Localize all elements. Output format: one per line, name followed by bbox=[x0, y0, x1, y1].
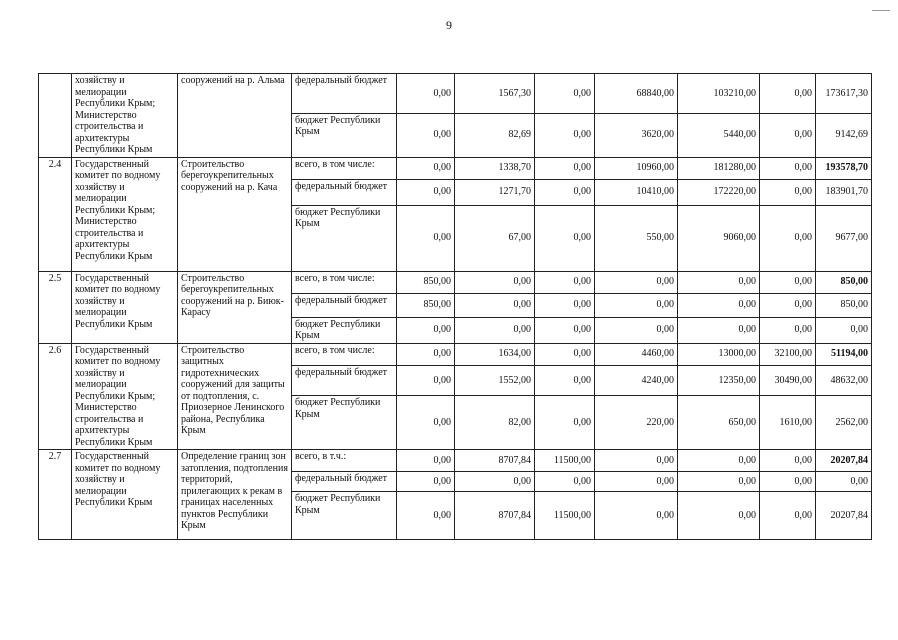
amount-cell: 0,00 bbox=[678, 293, 760, 317]
amount-cell: 850,00 bbox=[397, 271, 455, 293]
funding-source-cell: федеральный бюджет bbox=[292, 472, 397, 492]
executor-cell: Государственный комитет по водному хозяйству и мелиорации Республики Крым; Министерство строительства и архитектуры Республики Крым bbox=[72, 157, 178, 271]
funding-source-cell: всего, в т.ч.: bbox=[292, 450, 397, 472]
amount-cell: 1338,70 bbox=[455, 157, 535, 179]
amount-cell: 10960,00 bbox=[595, 157, 678, 179]
amount-cell: 103210,00 bbox=[678, 74, 760, 114]
executor-cell: Государственный комитет по водному хозяйству и мелиорации Республики Крым bbox=[72, 450, 178, 540]
amount-cell: 30490,00 bbox=[760, 365, 816, 395]
amount-cell: 1271,70 bbox=[455, 179, 535, 205]
amount-cell: 0,00 bbox=[397, 113, 455, 157]
amount-cell: 172220,00 bbox=[678, 179, 760, 205]
amount-cell: 0,00 bbox=[535, 317, 595, 343]
amount-cell: 0,00 bbox=[678, 271, 760, 293]
amount-cell: 67,00 bbox=[455, 205, 535, 271]
amount-cell: 220,00 bbox=[595, 396, 678, 450]
object-cell: Строительство берегоукрепительных сооружений на р. Кача bbox=[178, 157, 292, 271]
amount-cell: 0,00 bbox=[535, 343, 595, 365]
total-value-cell: 48632,00 bbox=[816, 365, 872, 395]
amount-cell: 8707,84 bbox=[455, 492, 535, 540]
amount-cell: 0,00 bbox=[760, 113, 816, 157]
amount-cell: 0,00 bbox=[397, 179, 455, 205]
page-number: 9 bbox=[446, 18, 452, 32]
row-number: 2.6 bbox=[39, 343, 72, 450]
amount-cell: 9060,00 bbox=[678, 205, 760, 271]
total-value-cell: 51194,00 bbox=[816, 343, 872, 365]
amount-cell: 68840,00 bbox=[595, 74, 678, 114]
amount-cell: 0,00 bbox=[678, 492, 760, 540]
amount-cell: 0,00 bbox=[678, 317, 760, 343]
amount-cell: 13000,00 bbox=[678, 343, 760, 365]
total-value-cell: 2562,00 bbox=[816, 396, 872, 450]
amount-cell: 0,00 bbox=[397, 492, 455, 540]
funding-source-cell: федеральный бюджет bbox=[292, 293, 397, 317]
amount-cell: 0,00 bbox=[397, 396, 455, 450]
amount-cell: 4240,00 bbox=[595, 365, 678, 395]
amount-cell: 0,00 bbox=[397, 157, 455, 179]
amount-cell: 1567,30 bbox=[455, 74, 535, 114]
total-value-cell: 9142,69 bbox=[816, 113, 872, 157]
amount-cell: 0,00 bbox=[397, 450, 455, 472]
amount-cell: 3620,00 bbox=[595, 113, 678, 157]
amount-cell: 0,00 bbox=[595, 317, 678, 343]
funding-source-cell: всего, в том числе: bbox=[292, 343, 397, 365]
amount-cell: 0,00 bbox=[595, 271, 678, 293]
amount-cell: 82,69 bbox=[455, 113, 535, 157]
amount-cell: 8707,84 bbox=[455, 450, 535, 472]
amount-cell: 0,00 bbox=[455, 472, 535, 492]
amount-cell: 0,00 bbox=[455, 293, 535, 317]
amount-cell: 0,00 bbox=[535, 113, 595, 157]
total-value-cell: 0,00 bbox=[816, 472, 872, 492]
amount-cell: 0,00 bbox=[455, 271, 535, 293]
funding-source-cell: всего, в том числе: bbox=[292, 157, 397, 179]
amount-cell: 0,00 bbox=[397, 74, 455, 114]
total-value-cell: 183901,70 bbox=[816, 179, 872, 205]
amount-cell: 0,00 bbox=[397, 205, 455, 271]
total-value-cell: 173617,30 bbox=[816, 74, 872, 114]
table-row bbox=[39, 157, 872, 179]
total-value-cell: 850,00 bbox=[816, 293, 872, 317]
amount-cell: 0,00 bbox=[760, 205, 816, 271]
amount-cell: 0,00 bbox=[535, 205, 595, 271]
executor-cell: Государственный комитет по водному хозяйству и мелиорации Республики Крым; Министерство строительства и архитектуры Республики Крым bbox=[72, 343, 178, 450]
amount-cell: 0,00 bbox=[397, 472, 455, 492]
object-cell: Строительство берегоукрепительных сооружений на р. Биюк-Карасу bbox=[178, 271, 292, 343]
amount-cell: 0,00 bbox=[455, 317, 535, 343]
table-row bbox=[39, 343, 872, 365]
amount-cell: 0,00 bbox=[760, 179, 816, 205]
amount-cell: 5440,00 bbox=[678, 113, 760, 157]
amount-cell: 0,00 bbox=[397, 317, 455, 343]
total-value-cell: 193578,70 bbox=[816, 157, 872, 179]
amount-cell: 0,00 bbox=[595, 492, 678, 540]
funding-source-cell: бюджет Республики Крым bbox=[292, 205, 397, 271]
amount-cell: 0,00 bbox=[595, 472, 678, 492]
amount-cell: 4460,00 bbox=[595, 343, 678, 365]
amount-cell: 1634,00 bbox=[455, 343, 535, 365]
amount-cell: 0,00 bbox=[760, 317, 816, 343]
scan-corner-mark bbox=[872, 10, 890, 11]
amount-cell: 0,00 bbox=[535, 157, 595, 179]
amount-cell: 0,00 bbox=[760, 74, 816, 114]
total-value-cell: 850,00 bbox=[816, 271, 872, 293]
amount-cell: 11500,00 bbox=[535, 492, 595, 540]
table-row bbox=[39, 450, 872, 472]
amount-cell: 0,00 bbox=[678, 472, 760, 492]
amount-cell: 0,00 bbox=[535, 74, 595, 114]
amount-cell: 0,00 bbox=[678, 450, 760, 472]
amount-cell: 0,00 bbox=[760, 271, 816, 293]
amount-cell: 0,00 bbox=[397, 365, 455, 395]
amount-cell: 1552,00 bbox=[455, 365, 535, 395]
object-cell: Строительство защитных гидротехнических сооружений для защиты от подтопления, с. Приозерное Ленинского района, Республика Крым bbox=[178, 343, 292, 450]
table-row bbox=[39, 271, 872, 293]
amount-cell: 0,00 bbox=[535, 271, 595, 293]
amount-cell: 11500,00 bbox=[535, 450, 595, 472]
total-value-cell: 9677,00 bbox=[816, 205, 872, 271]
amount-cell: 0,00 bbox=[397, 343, 455, 365]
row-number: 2.4 bbox=[39, 157, 72, 271]
table-row bbox=[39, 74, 872, 114]
funding-source-cell: всего, в том числе: bbox=[292, 271, 397, 293]
funding-source-cell: федеральный бюджет bbox=[292, 365, 397, 395]
funding-source-cell: федеральный бюджет bbox=[292, 74, 397, 114]
total-value-cell: 20207,84 bbox=[816, 492, 872, 540]
amount-cell: 0,00 bbox=[535, 365, 595, 395]
funding-source-cell: бюджет Республики Крым bbox=[292, 113, 397, 157]
amount-cell: 0,00 bbox=[535, 293, 595, 317]
object-cell: сооружений на р. Альма bbox=[178, 74, 292, 158]
amount-cell: 1610,00 bbox=[760, 396, 816, 450]
amount-cell: 650,00 bbox=[678, 396, 760, 450]
amount-cell: 0,00 bbox=[535, 472, 595, 492]
funding-source-cell: бюджет Республики Крым bbox=[292, 317, 397, 343]
funding-source-cell: бюджет Республики Крым bbox=[292, 492, 397, 540]
executor-cell: хозяйству и мелиорации Республики Крым; Министерство строительства и архитектуры Республики Крым bbox=[72, 74, 178, 158]
amount-cell: 32100,00 bbox=[760, 343, 816, 365]
budget-table bbox=[38, 73, 872, 540]
amount-cell: 82,00 bbox=[455, 396, 535, 450]
amount-cell: 550,00 bbox=[595, 205, 678, 271]
executor-cell: Государственный комитет по водному хозяйству и мелиорации Республики Крым bbox=[72, 271, 178, 343]
amount-cell: 12350,00 bbox=[678, 365, 760, 395]
funding-source-cell: федеральный бюджет bbox=[292, 179, 397, 205]
row-number: 2.7 bbox=[39, 450, 72, 540]
object-cell: Определение границ зон затопления, подтопления территорий, прилегающих к рекам в границах населенных пунктов Республики Крым bbox=[178, 450, 292, 540]
amount-cell: 0,00 bbox=[760, 492, 816, 540]
amount-cell: 0,00 bbox=[595, 293, 678, 317]
row-number: 2.5 bbox=[39, 271, 72, 343]
amount-cell: 10410,00 bbox=[595, 179, 678, 205]
amount-cell: 0,00 bbox=[535, 179, 595, 205]
amount-cell: 0,00 bbox=[760, 450, 816, 472]
amount-cell: 0,00 bbox=[595, 450, 678, 472]
amount-cell: 0,00 bbox=[760, 472, 816, 492]
amount-cell: 850,00 bbox=[397, 293, 455, 317]
amount-cell: 0,00 bbox=[760, 293, 816, 317]
row-number bbox=[39, 74, 72, 158]
total-value-cell: 0,00 bbox=[816, 317, 872, 343]
amount-cell: 0,00 bbox=[760, 157, 816, 179]
amount-cell: 0,00 bbox=[535, 396, 595, 450]
funding-source-cell: бюджет Республики Крым bbox=[292, 396, 397, 450]
total-value-cell: 20207,84 bbox=[816, 450, 872, 472]
amount-cell: 181280,00 bbox=[678, 157, 760, 179]
